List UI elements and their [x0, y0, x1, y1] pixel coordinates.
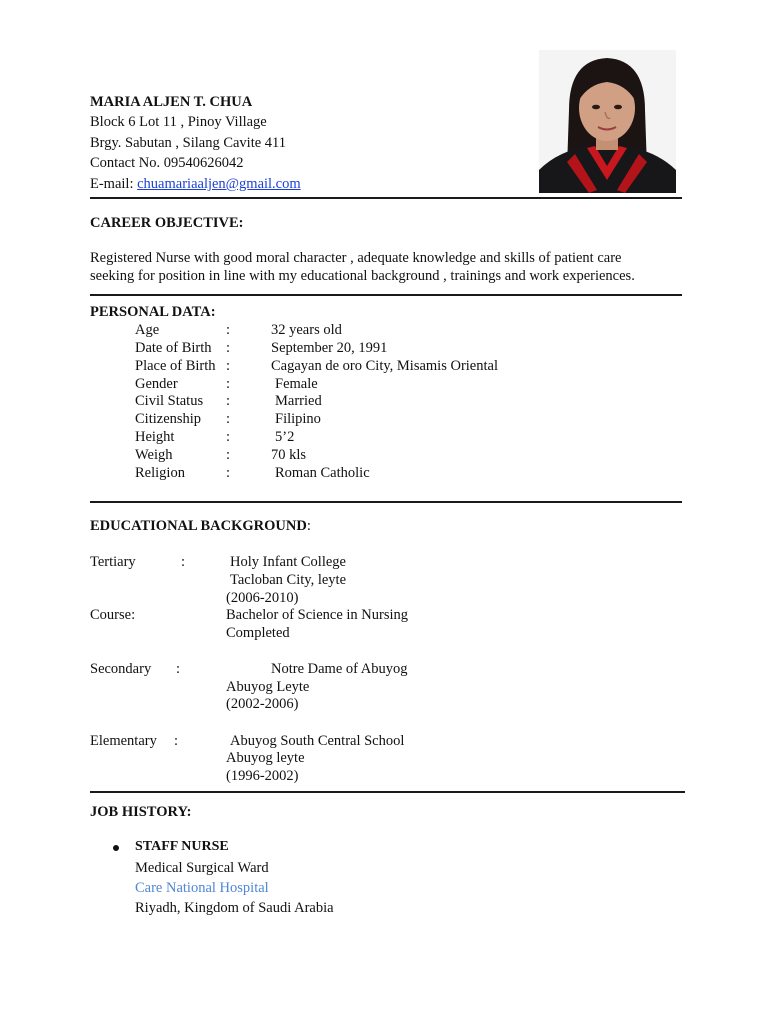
tertiary-label: Tertiary	[90, 554, 136, 570]
applicant-photo	[539, 50, 676, 193]
tertiary-school: Holy Infant College	[230, 554, 346, 570]
personal-label-citizenship: Citizenship	[135, 411, 202, 427]
personal-value-pob: Cagayan de oro City, Misamis Oriental	[271, 358, 498, 374]
divider-header	[90, 197, 682, 199]
education-heading-text: EDUCATIONAL BACKGROUND	[90, 518, 307, 534]
course-label: Course:	[90, 607, 136, 623]
elementary-label: Elementary	[90, 733, 157, 749]
secondary-label: Secondary	[90, 661, 152, 677]
personal-sep: :	[226, 376, 231, 392]
divider-personal	[90, 501, 682, 503]
elementary-sep: :	[174, 733, 179, 749]
email-label: E-mail:	[90, 176, 138, 192]
email-line	[90, 176, 301, 193]
email-link[interactable]: chuamariaaljen@gmail.com	[137, 176, 301, 192]
personal-sep: :	[226, 322, 231, 338]
contact-number: Contact No. 09540626042	[90, 155, 244, 171]
education-heading	[90, 518, 311, 535]
personal-value-dob: September 20, 1991	[271, 340, 388, 356]
personal-label-gender: Gender	[135, 376, 178, 392]
personal-sep: :	[226, 340, 231, 356]
course-name: Bachelor of Science in Nursing	[226, 607, 409, 623]
job-history-heading: JOB HISTORY:	[90, 804, 192, 820]
address-line-1: Block 6 Lot 11 , Pinoy Village	[90, 114, 267, 130]
secondary-school: Notre Dame of Abuyog	[271, 661, 408, 677]
job-location: Riyadh, Kingdom of Saudi Arabia	[135, 900, 334, 916]
personal-sep: :	[226, 447, 231, 463]
personal-data-heading: PERSONAL DATA:	[90, 304, 216, 320]
elementary-place: Abuyog leyte	[226, 750, 305, 766]
secondary-years: (2002-2006)	[226, 696, 299, 712]
career-objective-line-2: seeking for position in line with my educational background , trainings and work experiences.	[90, 268, 635, 284]
personal-value-citizenship: Filipino	[275, 411, 321, 427]
job-title: STAFF NURSE	[135, 839, 229, 854]
secondary-sep: :	[176, 661, 181, 677]
bullet-icon	[113, 845, 119, 851]
applicant-name: MARIA ALJEN T. CHUA	[90, 94, 253, 110]
tertiary-sep: :	[181, 554, 186, 570]
education-heading-colon: :	[306, 518, 311, 534]
course-status: Completed	[226, 625, 290, 641]
address-line-2: Brgy. Sabutan , Silang Cavite 411	[90, 135, 287, 151]
elementary-years: (1996-2002)	[226, 768, 299, 784]
personal-value-civil-status: Married	[275, 393, 322, 409]
personal-label-height: Height	[135, 429, 175, 445]
secondary-place: Abuyog Leyte	[226, 679, 310, 695]
job-hospital: Care National Hospital	[135, 880, 269, 896]
tertiary-years: (2006-2010)	[226, 590, 299, 606]
personal-sep: :	[226, 411, 231, 427]
personal-sep: :	[226, 358, 231, 374]
personal-value-gender: Female	[275, 376, 318, 392]
personal-value-weight: 70 kls	[271, 447, 307, 463]
personal-sep: :	[226, 393, 231, 409]
personal-value-height: 5’2	[275, 429, 295, 445]
divider-career	[90, 294, 682, 296]
career-objective-line-1: Registered Nurse with good moral character , adequate knowledge and skills of patient care	[90, 250, 622, 266]
divider-education	[90, 791, 685, 793]
personal-label-religion: Religion	[135, 465, 185, 481]
job-ward: Medical Surgical Ward	[135, 860, 269, 876]
personal-sep: :	[226, 465, 231, 481]
personal-label-pob: Place of Birth	[135, 358, 216, 374]
personal-label-civil-status: Civil Status	[135, 393, 204, 409]
career-objective-heading: CAREER OBJECTIVE:	[90, 215, 244, 231]
personal-value-religion: Roman Catholic	[275, 465, 370, 481]
personal-label-dob: Date of Birth	[135, 340, 212, 356]
personal-label-age: Age	[135, 322, 160, 338]
personal-label-weight: Weigh	[135, 447, 173, 463]
elementary-school: Abuyog South Central School	[230, 733, 405, 749]
tertiary-place: Tacloban City, leyte	[230, 572, 347, 588]
personal-sep: :	[226, 429, 231, 445]
personal-value-age: 32 years old	[271, 322, 342, 338]
